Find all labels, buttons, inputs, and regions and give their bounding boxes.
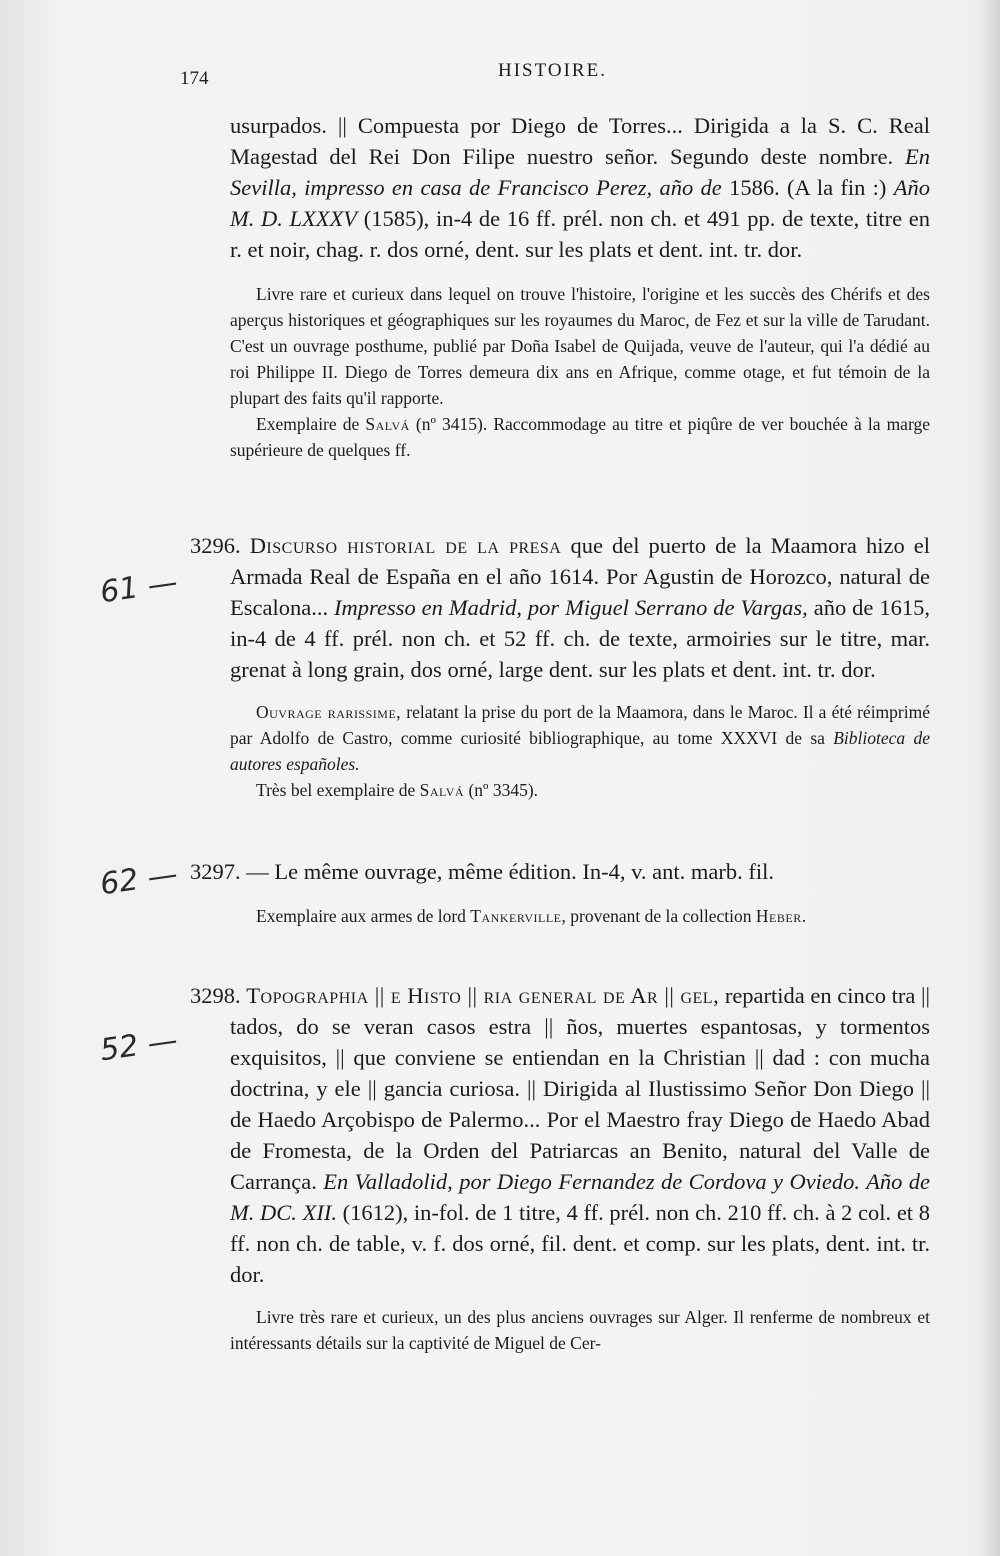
provenance-name: Salvá (419, 780, 465, 800)
running-head: HISTOIRE. (498, 60, 607, 81)
entry-title: Discurso historial de la presa (249, 533, 562, 558)
imprint: En Valladolid, por Diego Fernandez de Cordova y Oviedo. Año de M. DC. XII. (230, 1169, 930, 1225)
entry-3297 (190, 856, 930, 929)
entry-number: 3297. (190, 859, 241, 884)
entry-3298-description: 3298. Topographia || e Histo || ria general de Ar || gel, repartida en cinco tra || tados, do se veran casos estra || ños, muertes espantosas, y tormentos exquisitos, || que conviene se entiendan en la Christian || dad : con mucha doctrina, y ele || gancia curiosa. || Dirigida al Ilustissimo Señor Don Diego || de Haedo Arçobispo de Palermo... Por el Maestro fray Diego de Haedo Abad de Fromesta, de la Orden del Patriarcas an Benito, natural del Valle de Carrança. En Valladolid, por Diego Fernandez de Cordova y Oviedo. Año de M. DC. XII. (1612), in-fol. de 1 titre, 4 ff. prél. non ch. 210 ff. ch. à 2 col. et 8 ff. non ch. de table, v. f. dos orné, fil. dent. et comp. sur les plats, dent. int. tr. dor. (190, 983, 931, 1287)
page-number: 174 (180, 68, 209, 89)
entry-3298-note: Livre très rare et curieux, un des plus anciens ouvrages sur Alger. Il renferme de nombreux et intéressants détails sur la captivité de Miguel de Cer- (230, 1307, 930, 1353)
entry-3296-description: 3296. Discurso historial de la presa que del puerto de la Maamora hizo el Armada Real de España en el año 1614. Por Agustin de Horozco, natural de Escalona... Impresso en Madrid, por Miguel Serrano de Vargas, año de 1615, in-4 de 4 ff. prél. non ch. et 52 ff. ch. de texte, armoiries sur le titre, mar. grenat à long grain, dos orné, large dent. sur les plats et dent. int. tr. dor. (190, 533, 930, 682)
entry-3298 (190, 980, 930, 1356)
series-title: Biblioteca de autores españoles. (230, 728, 930, 774)
page-edge-shadow (978, 0, 1000, 1556)
imprint: Impresso en Madrid, por Miguel Serrano de Vargas, (334, 595, 808, 620)
continued-entry-description: usurpados. || Compuesta por Diego de Torres... Dirigida a la S. C. Real Magestad del Rei Don Filipe nuestro señor. Segundo deste nombre. En Sevilla, impresso en casa de Francisco Perez, año de 1586. (A la fin :) Año M. D. LXXXV (1585), in-4 de 16 ff. prél. non ch. et 491 pp. de texte, titre en r. et noir, chag. r. dos orné, dent. sur les plats et dent. int. tr. dor. (230, 113, 931, 262)
provenance-name: Tankerville (470, 906, 562, 926)
entry-title: Topographia || e Histo || ria general de Ar || gel, (246, 983, 720, 1008)
entry-number: 3298. (190, 983, 241, 1008)
continued-entry-copy-note: Exemplaire de Salvá (nº 3415). Raccommodage au titre et piqûre de ver bouchée à la marge supérieure de quelques ff. (230, 414, 930, 460)
provenance-name: Salvá (365, 414, 410, 434)
margin-price-3296: 61 — (97, 564, 180, 611)
entry-3297-note: Exemplaire aux armes de lord Tankerville, provenant de la collection Heber. (256, 906, 807, 926)
entry-3296 (190, 530, 930, 803)
colophon: Año M. D. LXXXV (230, 175, 930, 231)
entry-3296-copy-note: Très bel exemplaire de Salvá (nº 3345). (256, 780, 539, 800)
collection-name: Heber. (755, 906, 807, 926)
imprint: En Sevilla, impresso en casa de Francisco Perez, año de (230, 144, 930, 200)
entry-number: 3296. (190, 533, 241, 558)
margin-price-3298: 52 — (97, 1022, 180, 1069)
page-header (180, 60, 920, 90)
entry-3296-note: Ouvrage rarissime, relatant la prise du port de la Maamora, dans le Maroc. Il a été réimprimé par Adolfo de Castro, comme curiosité bibliographique, au tome XXXVI de sa Biblioteca de autores españoles. (230, 702, 930, 774)
continued-entry (230, 110, 930, 463)
continued-entry-note: Livre rare et curieux dans lequel on trouve l'histoire, l'origine et les succès des Chérifs et des aperçus historiques et géographiques sur les royaumes du Maroc, de Fez et sur la ville de Tarudant. C'est un ouvrage posthume, publié par Doña Isabel de Quijada, veuve de l'auteur, qui l'a dédié au roi Philippe II. Diego de Torres demeura dix ans en Afrique, comme otage, et fut témoin de la plupart des faits qu'il rapporte. (230, 284, 930, 408)
margin-price-3297: 62 — (97, 856, 180, 903)
entry-3297-description: 3297. — Le même ouvrage, même édition. In-4, v. ant. marb. fil. (190, 859, 775, 884)
